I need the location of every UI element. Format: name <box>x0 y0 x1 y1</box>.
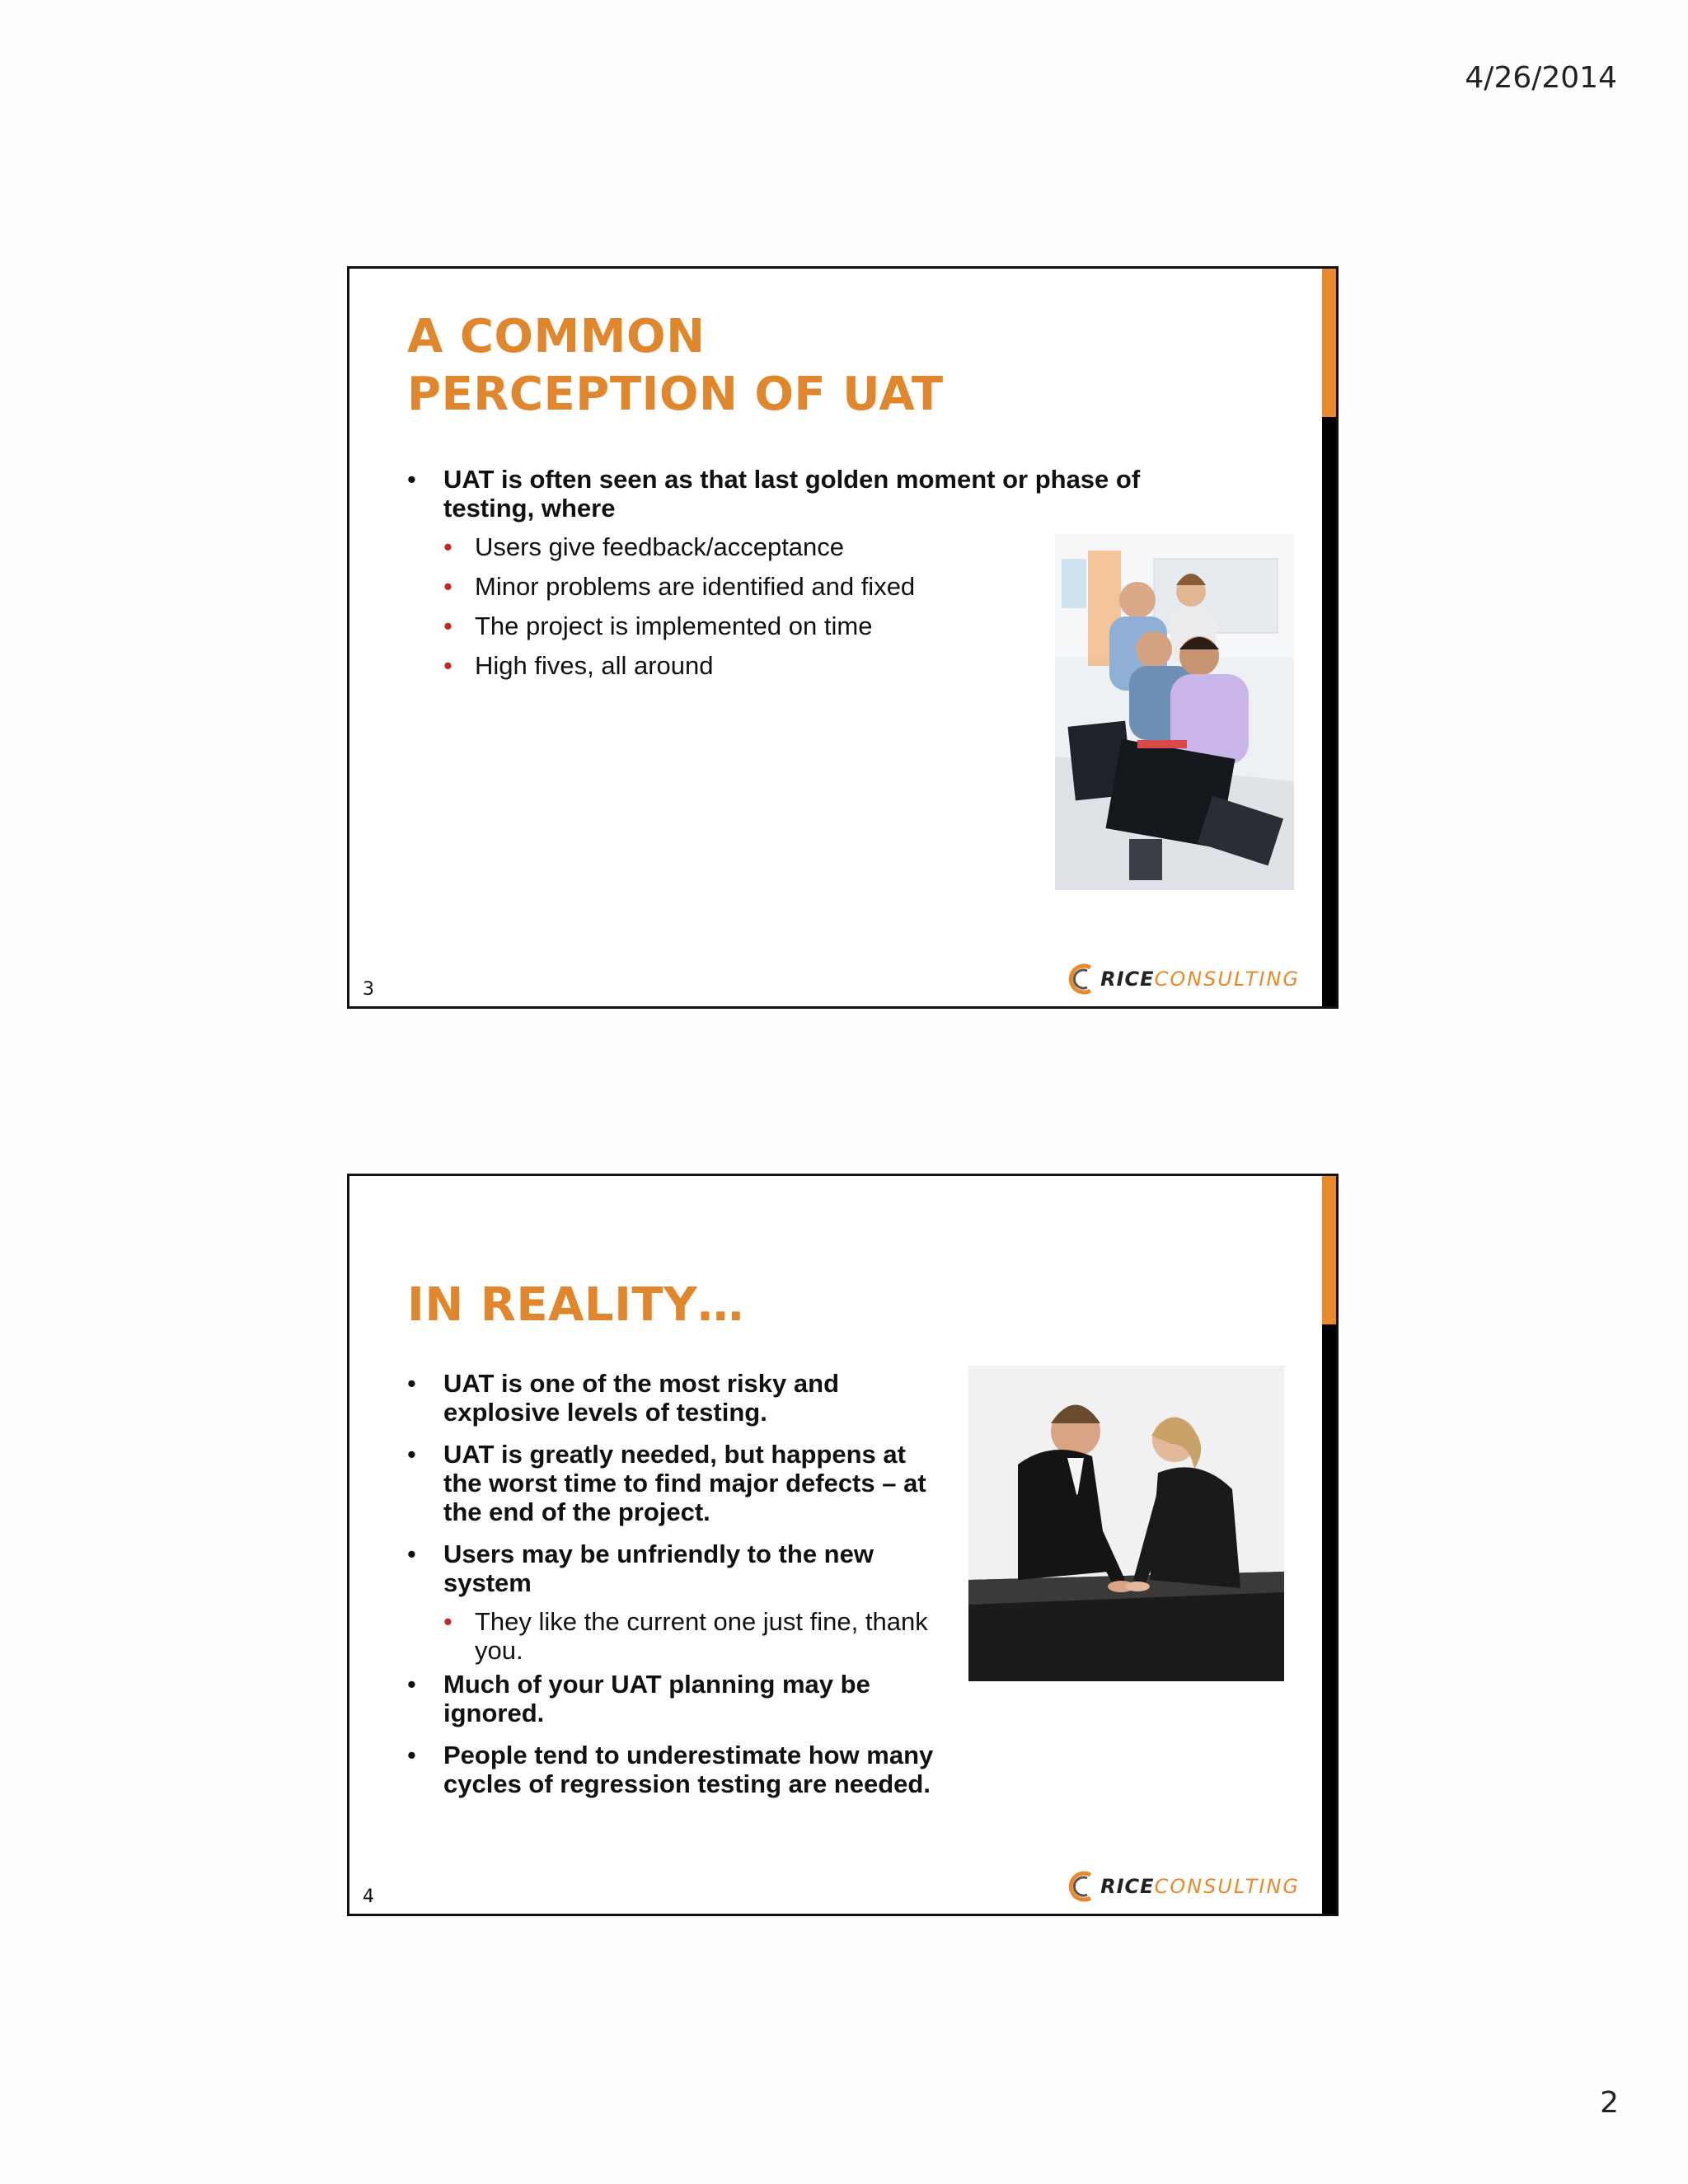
sub-bullet-dot: • <box>443 572 452 601</box>
side-bar-accent <box>1322 269 1336 417</box>
list-item <box>407 1670 935 1727</box>
logo-swoosh-icon <box>1066 963 1099 996</box>
sub-bullet-text: They like the current one just fine, thank you. <box>475 1607 928 1665</box>
side-bar-accent <box>1322 1176 1336 1324</box>
slide-4 <box>347 1174 1339 1916</box>
rice-consulting-logo <box>1066 960 1300 998</box>
bullet-dot: • <box>407 465 416 494</box>
title-line: IN REALITY… <box>407 1278 744 1332</box>
list-item <box>443 1607 935 1665</box>
bullet-text: UAT is one of the most risky and explosive levels of testing. <box>443 1369 840 1427</box>
sub-bullet-list <box>443 1607 935 1665</box>
sub-bullet-dot: • <box>443 1607 452 1636</box>
bullet-text: Users may be unfriendly to the new system <box>443 1540 874 1597</box>
sub-bullet-text: Minor problems are identified and fixed <box>475 572 916 601</box>
logo-consulting-text: CONSULTING <box>1154 968 1300 991</box>
slide-number: 3 <box>363 979 374 1000</box>
list-item <box>407 1741 935 1798</box>
bullet-dot: • <box>407 1670 416 1699</box>
sub-bullet-text: Users give feedback/acceptance <box>475 532 845 561</box>
title-line: A COMMON <box>407 310 706 363</box>
slide-title <box>407 308 944 424</box>
page-date: 4/26/2014 <box>1465 61 1617 95</box>
slide-3 <box>347 266 1339 1009</box>
list-item <box>407 1540 935 1665</box>
bullet-text: People tend to underestimate how many cycles of regression testing are needed. <box>443 1741 934 1798</box>
logo-consulting-text: CONSULTING <box>1154 1875 1300 1898</box>
sub-bullet-text: High fives, all around <box>475 651 714 680</box>
logo-rice-text: RICE <box>1100 1875 1155 1898</box>
logo-rice-text: RICE <box>1100 968 1155 991</box>
bullet-list <box>407 1369 935 1811</box>
rice-consulting-logo <box>1066 1868 1300 1905</box>
team-photo <box>1055 534 1294 890</box>
sub-bullet-dot: • <box>443 532 452 561</box>
bullet-text: UAT is greatly needed, but happens at the worst time to find major defects – at the end of the project. <box>443 1440 926 1526</box>
bullet-dot: • <box>407 1440 416 1469</box>
sub-bullet-dot: • <box>443 612 452 640</box>
bullet-dot: • <box>407 1540 416 1568</box>
bullet-text: UAT is often seen as that last golden moment or phase of testing, where <box>443 465 1141 523</box>
page-number: 2 <box>1600 2086 1619 2120</box>
bullet-dot: • <box>407 1369 416 1398</box>
slide-side-bar <box>1322 1176 1336 1914</box>
slide-side-bar <box>1322 269 1336 1006</box>
bullet-text: Much of your UAT planning may be ignored. <box>443 1670 870 1727</box>
sub-bullet-dot: • <box>443 651 452 680</box>
title-line: PERCEPTION OF UAT <box>407 368 944 421</box>
slide-title <box>407 1277 744 1334</box>
confrontation-photo <box>968 1366 1284 1681</box>
list-item <box>407 1369 935 1427</box>
logo-swoosh-icon <box>1066 1870 1099 1903</box>
bullet-dot: • <box>407 1741 416 1769</box>
list-item <box>407 1440 935 1526</box>
sub-bullet-text: The project is implemented on time <box>475 612 873 640</box>
slide-number: 4 <box>363 1886 374 1907</box>
